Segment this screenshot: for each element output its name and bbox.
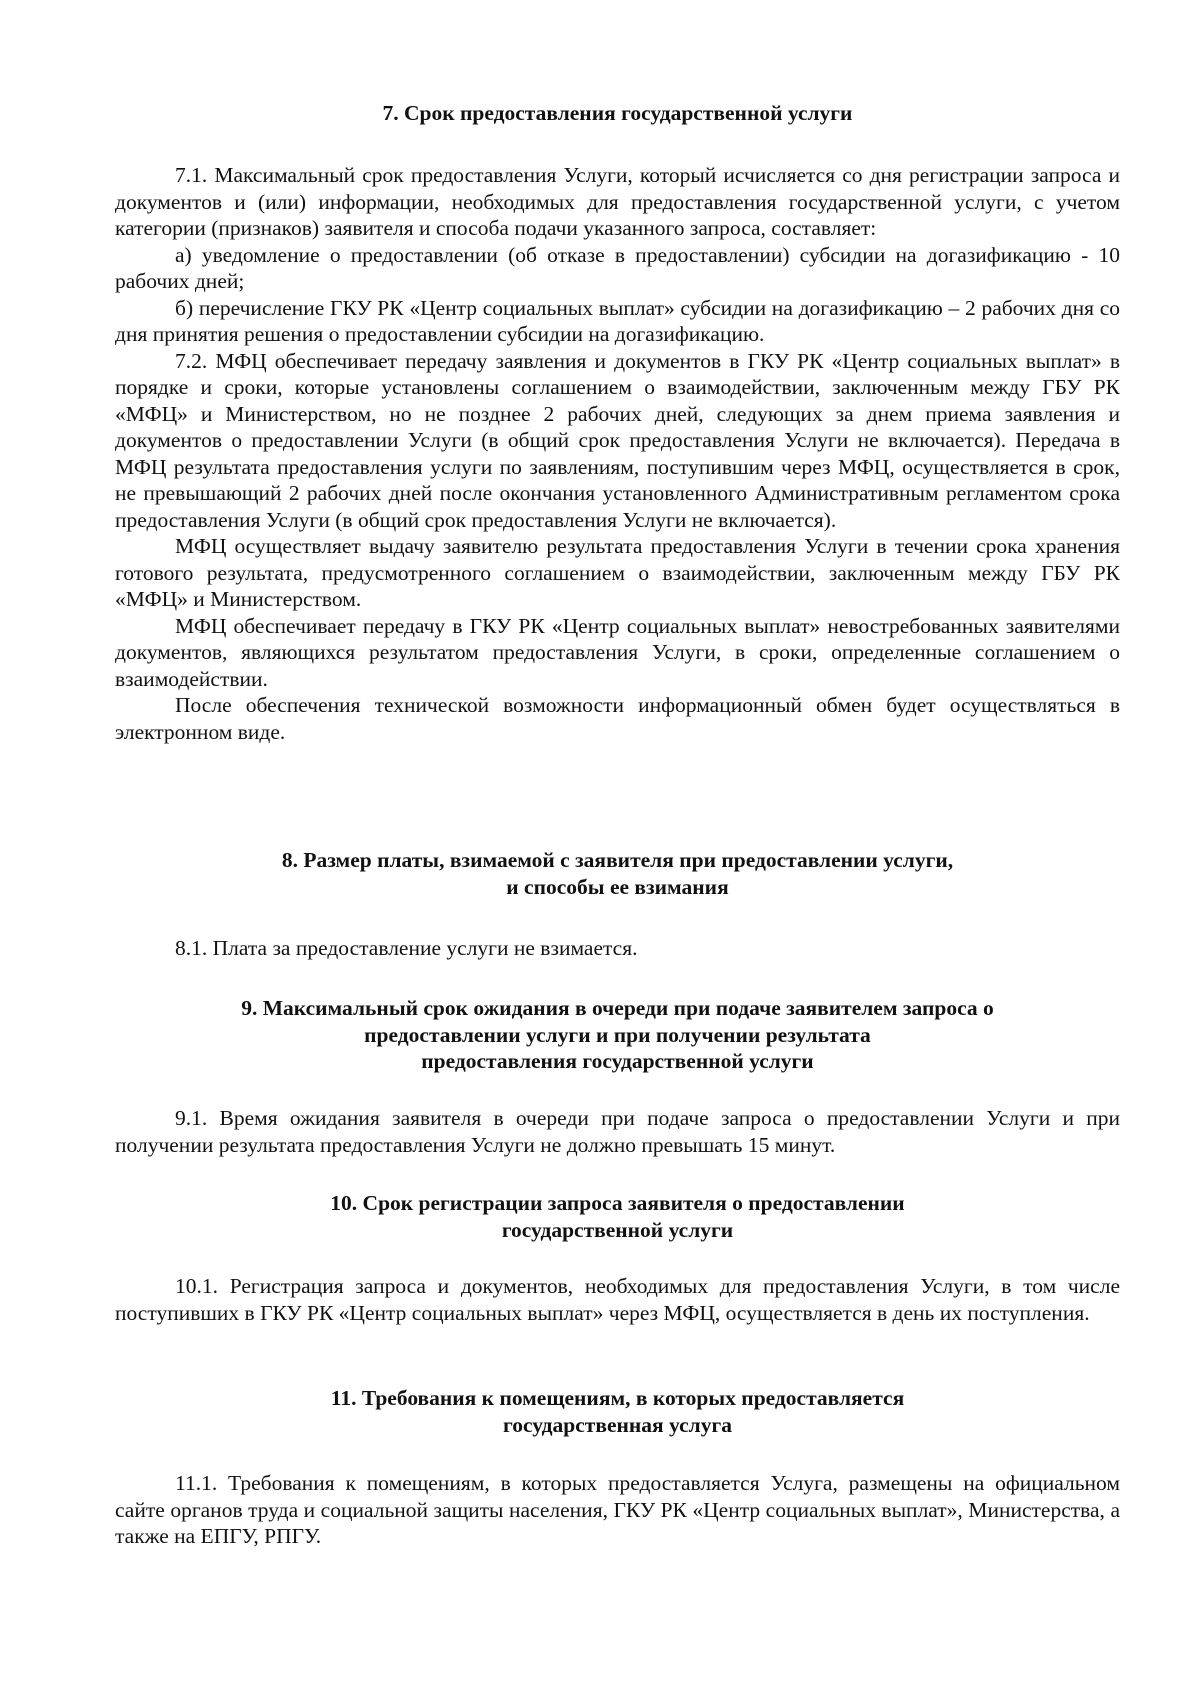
- paragraph-7-2: 7.2. МФЦ обеспечивает передачу заявления и документов в ГКУ РК «Центр социальных выплат» в порядке и сроки, которые установлены соглашением о взаимодействии, заключенным между ГБУ РК «МФЦ» и Министерством, но не позднее 2 рабочих дней, следующих за днем приема заявления и документов о предоставлении Услуги (в общий срок предоставления Услуги не включается). Передача в МФЦ результата предоставления услуги по заявлениям, поступившим через МФЦ, осуществляется в срок, не превышающий 2 рабочих дней после окончания установленного Административным регламентом срока предоставления Услуги (в общий срок предоставления Услуги не включается).: [115, 348, 1120, 532]
- paragraph-7-1-a: а) уведомление о предоставлении (об отказе в предоставлении) субсидии на догазификацию - 10 рабочих дней;: [115, 242, 1120, 293]
- section-11: [115, 1385, 1120, 1438]
- section-9: [115, 995, 1120, 1075]
- section-7-heading: 7. Срок предоставления государственной услуги: [382, 101, 853, 125]
- section-11-body: [115, 1470, 1120, 1550]
- paragraph-7-1: 7.1. Максимальный срок предоставления Услуги, который исчисляется со дня регистрации запроса и документов и (или) информации, необходимых для предоставления государственной услуги, с учетом категории (признаков) заявителя и способа подачи указанного запроса, составляет:: [115, 163, 1120, 240]
- section-9-heading-line-3: предоставления государственной услуги: [421, 1049, 814, 1073]
- section-9-heading-line-2: предоставлении услуги и при получении результата: [364, 1022, 871, 1047]
- paragraph-11-1: 11.1. Требования к помещениям, в которых предоставляется Услуга, размещены на официальном сайте органов труда и социальной защиты населения, ГКУ РК «Центр социальных выплат», Министерства, а также на ЕПГУ, РПГУ.: [115, 1471, 1120, 1548]
- paragraph-mfc-issue: МФЦ осуществляет выдачу заявителю результата предоставления Услуги в течении срока хранения готового результата, предусмотренного соглашением о взаимодействии, заключенным между ГБУ РК «МФЦ» и Министерством.: [115, 534, 1120, 611]
- section-8: [115, 847, 1120, 900]
- section-11-heading-line-2: государственная услуга: [503, 1412, 732, 1437]
- section-10-heading-line-2: государственной услуги: [501, 1217, 734, 1242]
- paragraph-8-1: 8.1. Плата за предоставление услуги не взимается.: [175, 936, 638, 960]
- section-7-body: [115, 162, 1120, 745]
- section-9-heading-line-1: 9. Максимальный срок ожидания в очереди при подаче заявителем запроса о: [241, 996, 994, 1020]
- section-8-body: [115, 935, 1120, 962]
- section-8-heading-line-1: 8. Размер платы, взимаемой с заявителя при предоставлении услуги,: [281, 848, 954, 872]
- section-8-heading-line-2: и способы ее взимания: [506, 874, 729, 899]
- paragraph-electronic-exchange: После обеспечения технической возможности информационный обмен будет осуществляться в электронном виде.: [115, 693, 1120, 744]
- paragraph-10-1: 10.1. Регистрация запроса и документов, необходимых для предоставления Услуги, в том числе поступивших в ГКУ РК «Центр социальных выплат» через МФЦ, осуществляется в день их поступления.: [115, 1274, 1120, 1325]
- paragraph-mfc-transfer: МФЦ обеспечивает передачу в ГКУ РК «Центр социальных выплат» невостребованных заявителями документов, являющихся результатом предоставления Услуги, в сроки, определенные соглашением о взаимодействии.: [115, 613, 1120, 691]
- section-10-heading-line-1: 10. Срок регистрации запроса заявителя о предоставлении: [330, 1191, 905, 1215]
- section-11-heading-line-1: 11. Требования к помещениям, в которых предоставляется: [330, 1386, 905, 1410]
- section-7: [115, 100, 1120, 127]
- section-10-body: [115, 1273, 1120, 1326]
- paragraph-7-1-b: б) перечисление ГКУ РК «Центр социальных выплат» субсидии на догазификацию – 2 рабочих дня со дня принятия решения о предоставлении субсидии на догазификацию.: [115, 295, 1120, 346]
- section-10: [115, 1190, 1120, 1243]
- section-9-body: [115, 1105, 1120, 1158]
- paragraph-9-1: 9.1. Время ожидания заявителя в очереди при подаче запроса о предоставлении Услуги и при получении результата предоставления Услуги не должно превышать 15 минут.: [115, 1106, 1120, 1157]
